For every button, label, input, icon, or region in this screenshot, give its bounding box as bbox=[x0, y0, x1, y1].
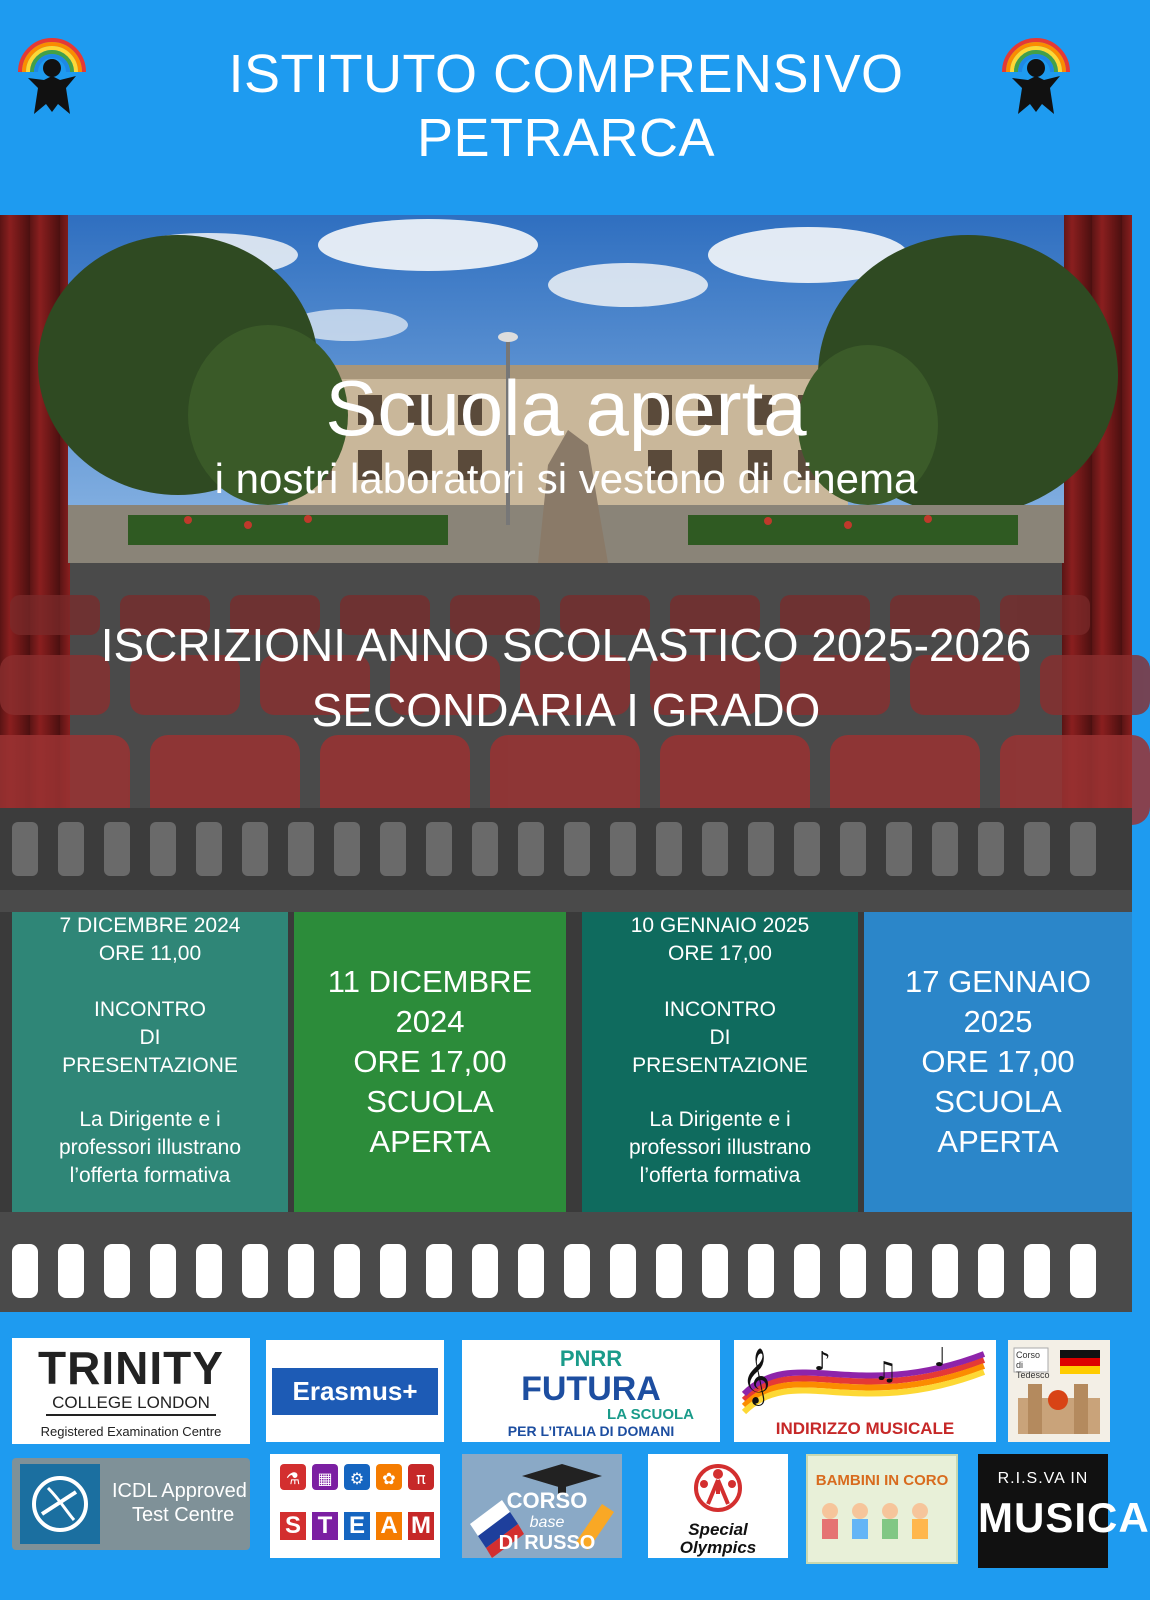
trinity-sub: COLLEGE LONDON bbox=[46, 1392, 216, 1416]
enrollment-title: ISCRIZIONI ANNO SCOLASTICO 2025-2026 bbox=[100, 619, 1032, 671]
special-line1: Special bbox=[688, 1520, 748, 1539]
globe-icon bbox=[20, 1464, 100, 1544]
film-strip-bottom bbox=[0, 1230, 1132, 1312]
hero-subtitle: i nostri laboratori si vestono di cinema bbox=[214, 455, 918, 502]
event-time: ORE 11,00 bbox=[98, 942, 202, 965]
corso-russo-logo bbox=[462, 1454, 622, 1558]
header-banner bbox=[0, 0, 1132, 215]
event-box-1 bbox=[12, 912, 288, 1212]
event-line: APERTA bbox=[369, 1124, 491, 1159]
school-name-line2: PETRARCA bbox=[416, 108, 716, 168]
event-description: l’offerta formativa bbox=[69, 1164, 231, 1187]
school-name-line1: ISTITUTO COMPRENSIVO bbox=[228, 44, 904, 104]
event-description: La Dirigente e i bbox=[79, 1108, 221, 1131]
steam-letter: S bbox=[280, 1512, 306, 1540]
event-type: PRESENTAZIONE bbox=[632, 1054, 808, 1077]
music-notes-icon bbox=[734, 1340, 996, 1418]
svg-text:✿: ✿ bbox=[382, 1469, 396, 1488]
steam-letter: E bbox=[344, 1512, 370, 1540]
event-line: 11 DICEMBRE bbox=[327, 964, 533, 999]
icdl-line2: Test Centre bbox=[132, 1504, 235, 1526]
svg-text:𝄞: 𝄞 bbox=[742, 1348, 771, 1404]
tedesco-label: Corso di Tedesco bbox=[1016, 1350, 1050, 1380]
event-date: 10 GENNAIO 2025 bbox=[630, 914, 810, 937]
trinity-name: TRINITY bbox=[38, 1342, 224, 1394]
event-time: ORE 17,00 bbox=[668, 942, 772, 965]
event-type: PRESENTAZIONE bbox=[62, 1054, 238, 1077]
risva-line1: R.I.S.VA IN bbox=[997, 1470, 1089, 1487]
steam-letters bbox=[280, 1512, 434, 1540]
pnrr-sub1: LA SCUOLA bbox=[607, 1406, 694, 1423]
hero-title: Scuola aperta bbox=[325, 364, 807, 452]
icdl-line1: ICDL Approved bbox=[112, 1480, 247, 1502]
event-box-4 bbox=[864, 912, 1132, 1212]
event-line: 2025 bbox=[963, 1004, 1033, 1039]
pnrr-top: PNRR bbox=[559, 1346, 623, 1371]
steam-logo bbox=[270, 1454, 440, 1558]
pnrr-futura: FUTURA bbox=[521, 1370, 661, 1408]
event-description: La Dirigente e i bbox=[649, 1108, 791, 1131]
event-line: APERTA bbox=[937, 1124, 1059, 1159]
svg-text:π: π bbox=[416, 1469, 426, 1488]
pnrr-sub2: PER L’ITALIA DI DOMANI bbox=[507, 1423, 675, 1439]
event-type: DI bbox=[139, 1026, 161, 1049]
school-name bbox=[0, 42, 1132, 170]
russo-line2: base bbox=[529, 1514, 565, 1531]
indirizzo-musicale-logo bbox=[734, 1340, 996, 1442]
russo-line3: DI RUSSO bbox=[498, 1532, 596, 1554]
svg-text:♪: ♪ bbox=[814, 1347, 831, 1377]
event-boxes bbox=[0, 912, 1132, 1212]
musicale-label: INDIRIZZO MUSICALE bbox=[775, 1419, 955, 1438]
event-description: l’offerta formativa bbox=[639, 1164, 801, 1187]
event-line: SCUOLA bbox=[934, 1084, 1062, 1119]
trinity-logo bbox=[12, 1338, 250, 1444]
icdl-logo bbox=[12, 1458, 250, 1550]
bambini-in-coro-logo bbox=[806, 1454, 958, 1564]
event-description: professori illustrano bbox=[58, 1136, 242, 1159]
steam-icons bbox=[270, 1454, 440, 1514]
special-line2: Olympics bbox=[679, 1538, 757, 1557]
event-type: INCONTRO bbox=[664, 998, 776, 1021]
event-line: ORE 17,00 bbox=[353, 1044, 507, 1079]
steam-letter: M bbox=[408, 1512, 434, 1540]
special-olympics-logo bbox=[648, 1454, 788, 1558]
special-olympics-icon bbox=[688, 1460, 748, 1516]
erasmus-label: Erasmus+ bbox=[272, 1368, 438, 1415]
event-line: 17 GENNAIO bbox=[904, 964, 1092, 999]
svg-text:♩: ♩ bbox=[934, 1343, 947, 1373]
event-line: 2024 bbox=[395, 1004, 465, 1039]
coro-label: BAMBINI IN CORO bbox=[815, 1472, 949, 1489]
trinity-reg: Registered Examination Centre bbox=[40, 1424, 222, 1439]
children-choir-icon bbox=[808, 1489, 956, 1545]
steam-letter: T bbox=[312, 1512, 338, 1540]
event-box-2 bbox=[294, 912, 566, 1212]
event-line: SCUOLA bbox=[366, 1084, 494, 1119]
event-description: professori illustrano bbox=[628, 1136, 812, 1159]
risva-in-musica-logo bbox=[978, 1454, 1150, 1568]
svg-text:♫: ♫ bbox=[874, 1357, 898, 1387]
event-type: INCONTRO bbox=[94, 998, 206, 1021]
film-strip-top bbox=[0, 808, 1132, 890]
event-line: ORE 17,00 bbox=[921, 1044, 1075, 1079]
svg-text:⚗: ⚗ bbox=[285, 1469, 301, 1488]
steam-letter: A bbox=[376, 1512, 402, 1540]
event-date: 7 DICEMBRE 2024 bbox=[59, 914, 241, 937]
corso-tedesco-logo bbox=[1008, 1340, 1110, 1442]
risva-line2: MUSICA bbox=[978, 1494, 1150, 1541]
russo-line1: CORSO bbox=[506, 1488, 588, 1513]
pnrr-futura-logo bbox=[462, 1340, 720, 1442]
event-type: DI bbox=[709, 1026, 731, 1049]
svg-text:▦: ▦ bbox=[317, 1469, 333, 1488]
icdl-emblem bbox=[20, 1464, 100, 1544]
svg-text:⚙: ⚙ bbox=[349, 1469, 365, 1488]
enrollment-level: SECONDARIA I GRADO bbox=[311, 684, 821, 736]
event-box-3 bbox=[582, 912, 858, 1212]
erasmus-logo bbox=[266, 1340, 444, 1442]
partner-logos bbox=[0, 1312, 1150, 1600]
